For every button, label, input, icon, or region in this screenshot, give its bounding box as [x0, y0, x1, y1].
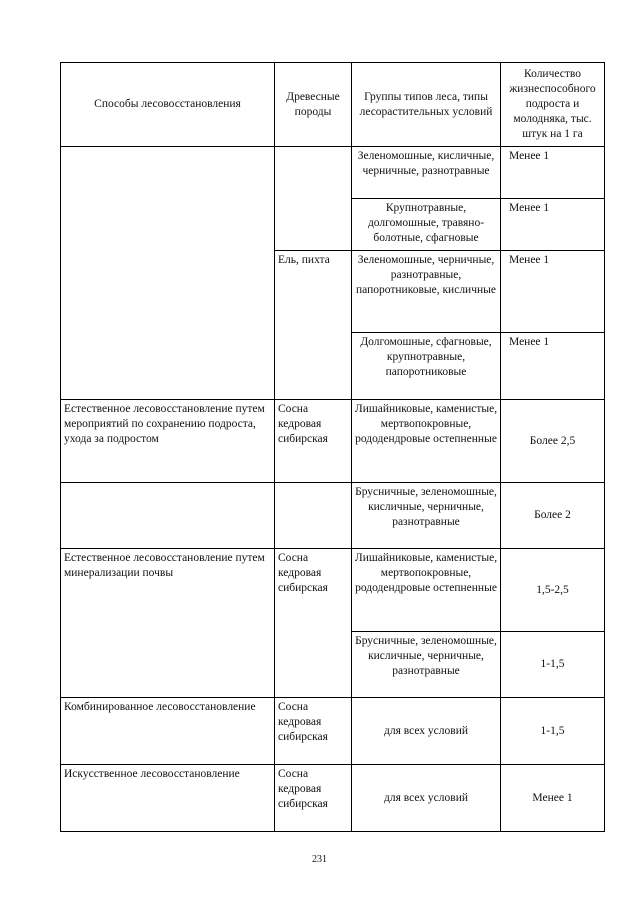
method-cell: Комбинированное лесовосстановление	[61, 698, 275, 765]
table-row	[61, 483, 605, 549]
forest-type-cell: Крупнотравные, долгомошные, травяно-болотные, сфагновые	[352, 199, 501, 251]
forest-type-cell: для всех условий	[352, 698, 501, 765]
header-methods: Способы лесовосстановления	[61, 63, 275, 147]
forest-type-cell: Долгомошные, сфагновые, крупнотравные, папоротниковые	[352, 333, 501, 400]
count-cell: Менее 1	[501, 333, 605, 400]
table-row	[61, 698, 605, 765]
species-cell: Сосна кедровая сибирская	[275, 765, 352, 832]
table-row	[61, 147, 605, 199]
reforestation-table	[60, 62, 605, 832]
species-cell	[275, 483, 352, 549]
species-cell	[275, 147, 352, 251]
forest-type-cell: Лишайниковые, каменистые, мертвопокровные, рододендровые остепненные	[352, 400, 501, 483]
species-cell: Сосна кедровая сибирская	[275, 549, 352, 698]
forest-type-cell: для всех условий	[352, 765, 501, 832]
method-cell: Естественное лесовосстановление путем мероприятий по сохранению подроста, ухода за подростом	[61, 400, 275, 483]
forest-type-cell: Зеленомошные, черничные, разнотравные, папоротниковые, кисличные	[352, 251, 501, 333]
count-cell: 1-1,5	[501, 632, 605, 698]
count-cell: Более 2,5	[501, 400, 605, 483]
count-cell: Менее 1	[501, 147, 605, 199]
header-forest-types: Группы типов леса, типы лесорастительных условий	[352, 63, 501, 147]
species-cell: Ель, пихта	[275, 251, 352, 400]
header-count: Количество жизнеспособного подроста и молодняка, тыс. штук на 1 га	[501, 63, 605, 147]
table-row	[61, 765, 605, 832]
method-cell	[61, 147, 275, 400]
count-cell: Менее 1	[501, 251, 605, 333]
table-row	[61, 549, 605, 632]
count-cell: 1,5-2,5	[501, 549, 605, 632]
page-number: 231	[312, 854, 327, 865]
method-cell: Искусственное лесовосстановление	[61, 765, 275, 832]
forest-type-cell: Брусничные, зеленомошные, кисличные, черничные, разнотравные	[352, 632, 501, 698]
count-cell: Менее 1	[501, 199, 605, 251]
header-species: Древесные породы	[275, 63, 352, 147]
species-cell: Сосна кедровая сибирская	[275, 400, 352, 483]
count-cell: 1-1,5	[501, 698, 605, 765]
forest-type-cell: Лишайниковые, каменистые, мертвопокровные, рододендровые остепненные	[352, 549, 501, 632]
table-header-row	[61, 63, 605, 147]
species-cell: Сосна кедровая сибирская	[275, 698, 352, 765]
count-cell: Менее 1	[501, 765, 605, 832]
method-cell: Естественное лесовосстановление путем минерализации почвы	[61, 549, 275, 698]
table-row	[61, 400, 605, 483]
method-cell	[61, 483, 275, 549]
forest-type-cell: Брусничные, зеленомошные, кисличные, черничные, разнотравные	[352, 483, 501, 549]
count-cell: Более 2	[501, 483, 605, 549]
forest-type-cell: Зеленомошные, кисличные, черничные, разнотравные	[352, 147, 501, 199]
